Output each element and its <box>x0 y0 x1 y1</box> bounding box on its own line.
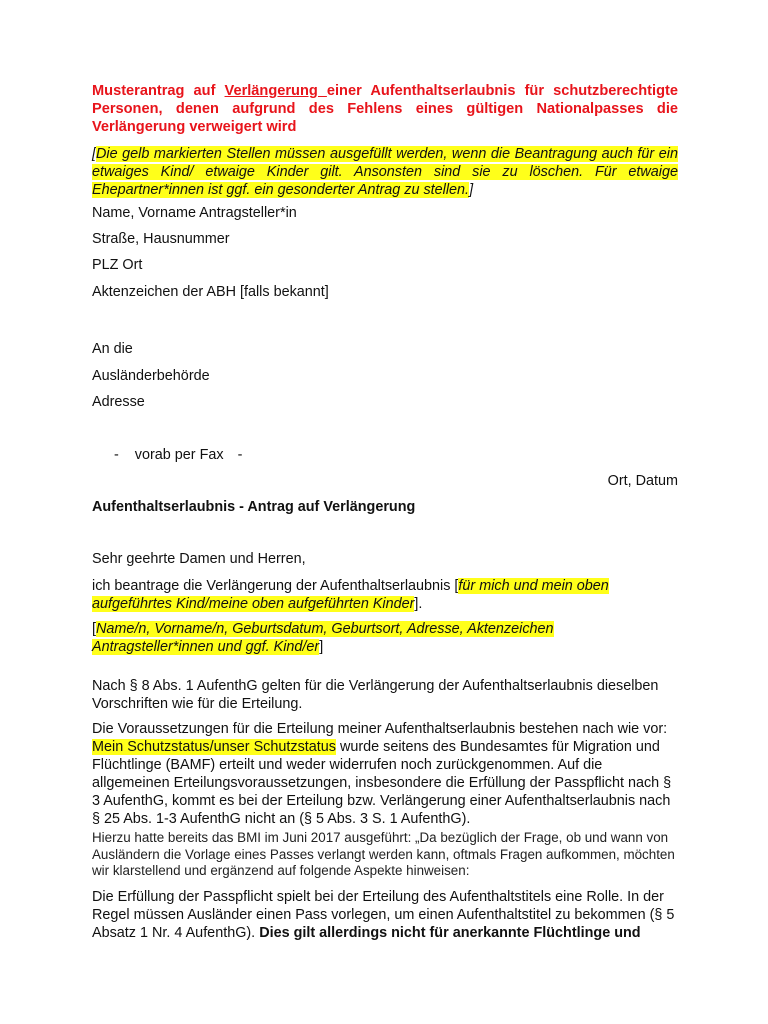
sender-file-number: Aktenzeichen der ABH [falls bekannt] <box>92 284 329 300</box>
sender-name: Name, Vorname Antragsteller*in <box>92 205 297 221</box>
document-title <box>92 82 678 137</box>
title-text: Musterantrag auf <box>92 83 225 99</box>
instruction-note-highlight: Die gelb markierten Stellen müssen ausgefüllt werden, wenn die Beantragung auch für ein etwaiges Kind/ etwaige Kinder gilt. Ansonsten sind sie zu löschen. Für etwaige Ehepartner*innen ist ggf. ein gesonderter Antrag zu stellen. <box>92 146 678 198</box>
protection-status-highlight: Mein Schutzstatus/unser Schutzstatus <box>92 739 336 755</box>
fax-text: vorab per Fax <box>134 447 224 463</box>
request-paragraph: ich beantrage die Verlängerung der Aufenthaltserlaubnis [für mich und mein oben aufgeführtes Kind/meine oben aufgeführten Kinder]. <box>92 578 609 612</box>
paragraph-conditions: Die Voraussetzungen für die Erteilung meiner Aufenthaltserlaubnis bestehen nach wie vor: Mein Schutzstatus/unser Schutzstatus wurde seitens des Bundesamtes für Migration und Flüchtlinge (BAMF) erteilt und weder widerrufen noch zurückgenommen. Auf die allgemeinen Erteilungsvoraussetzungen, insbesondere die Erfüllung der Passpflicht nach § 3 AufenthG, kommt es bei der Erteilung bzw. Verlängerung einer Aufenthaltserlaubnis nach § 25 Abs. 1-3 AufenthG nicht an (§ 5 Abs. 3 S. 1 AufenthG). <box>92 721 672 827</box>
recipient-office: Ausländerbehörde <box>92 368 210 384</box>
paragraph-passport: Die Erfüllung der Passpflicht spielt bei der Erteilung des Aufenthaltstitels eine Rolle. In der Regel müssen Ausländer einen Pass vorlegen, um einen Aufenthaltstitel zu bekommen (§ 5 Absatz 1 Nr. 4 AufenthG). Dies gilt allerdings nicht für anerkannte Flüchtlinge und <box>92 889 675 941</box>
sender-street: Straße, Hausnummer <box>92 231 230 247</box>
recipient-to: An die <box>92 341 133 357</box>
title-underlined-word: Verlängerung <box>224 83 327 99</box>
place-date: Ort, Datum <box>607 473 678 489</box>
fax-line: - vorab per Fax - <box>114 447 243 463</box>
applicants-highlight: Name/n, Vorname/n, Geburtsdatum, Geburtsort, Adresse, Aktenzeichen Antragsteller*innen und ggf. Kind/er <box>92 621 554 655</box>
applicants-placeholder: [Name/n, Vorname/n, Geburtsdatum, Geburtsort, Adresse, Aktenzeichen Antragsteller*innen und ggf. Kind/er] <box>92 621 554 655</box>
letter-subject: Aufenthaltserlaubnis - Antrag auf Verlängerung <box>92 499 416 515</box>
paragraph-law: Nach § 8 Abs. 1 AufenthG gelten für die Verlängerung der Aufenthaltserlaubnis dieselben Vorschriften wie für die Erteilung. <box>92 678 659 712</box>
paragraph-bmi-quote: Hierzu hatte bereits das BMI im Juni 2017 ausgeführt: „Da bezüglich der Frage, ob und wann von Ausländern die Vorlage eines Passes verlangt werden kann, oftmals Fragen aufkommen, möchten wir klarstellend und ergänzend auf folgende Aspekte hinweisen: <box>92 830 675 879</box>
passport-bold-statement: Dies gilt allerdings nicht für anerkannte Flüchtlinge und <box>259 925 641 941</box>
request-highlight: für mich und mein oben aufgeführtes Kind/meine oben aufgeführten Kinder <box>92 578 609 612</box>
recipient-address: Adresse <box>92 394 145 410</box>
title-text-rest: einer Aufenthaltserlaubnis für schutzberechtigte Personen, denen aufgrund des Fehlens eines gültigen Nationalpasses die Verlängerung verweigert wird <box>92 83 678 136</box>
instruction-note: [Die gelb markierten Stellen müssen ausgefüllt werden, wenn die Beantragung auch für ein etwaiges Kind/ etwaige Kinder gilt. Ansonsten sind sie zu löschen. Für etwaige Ehepartner*innen ist ggf. ein gesonderter Antrag zu stellen.] <box>92 146 678 198</box>
sender-city: PLZ Ort <box>92 257 143 273</box>
salutation: Sehr geehrte Damen und Herren, <box>92 551 306 567</box>
